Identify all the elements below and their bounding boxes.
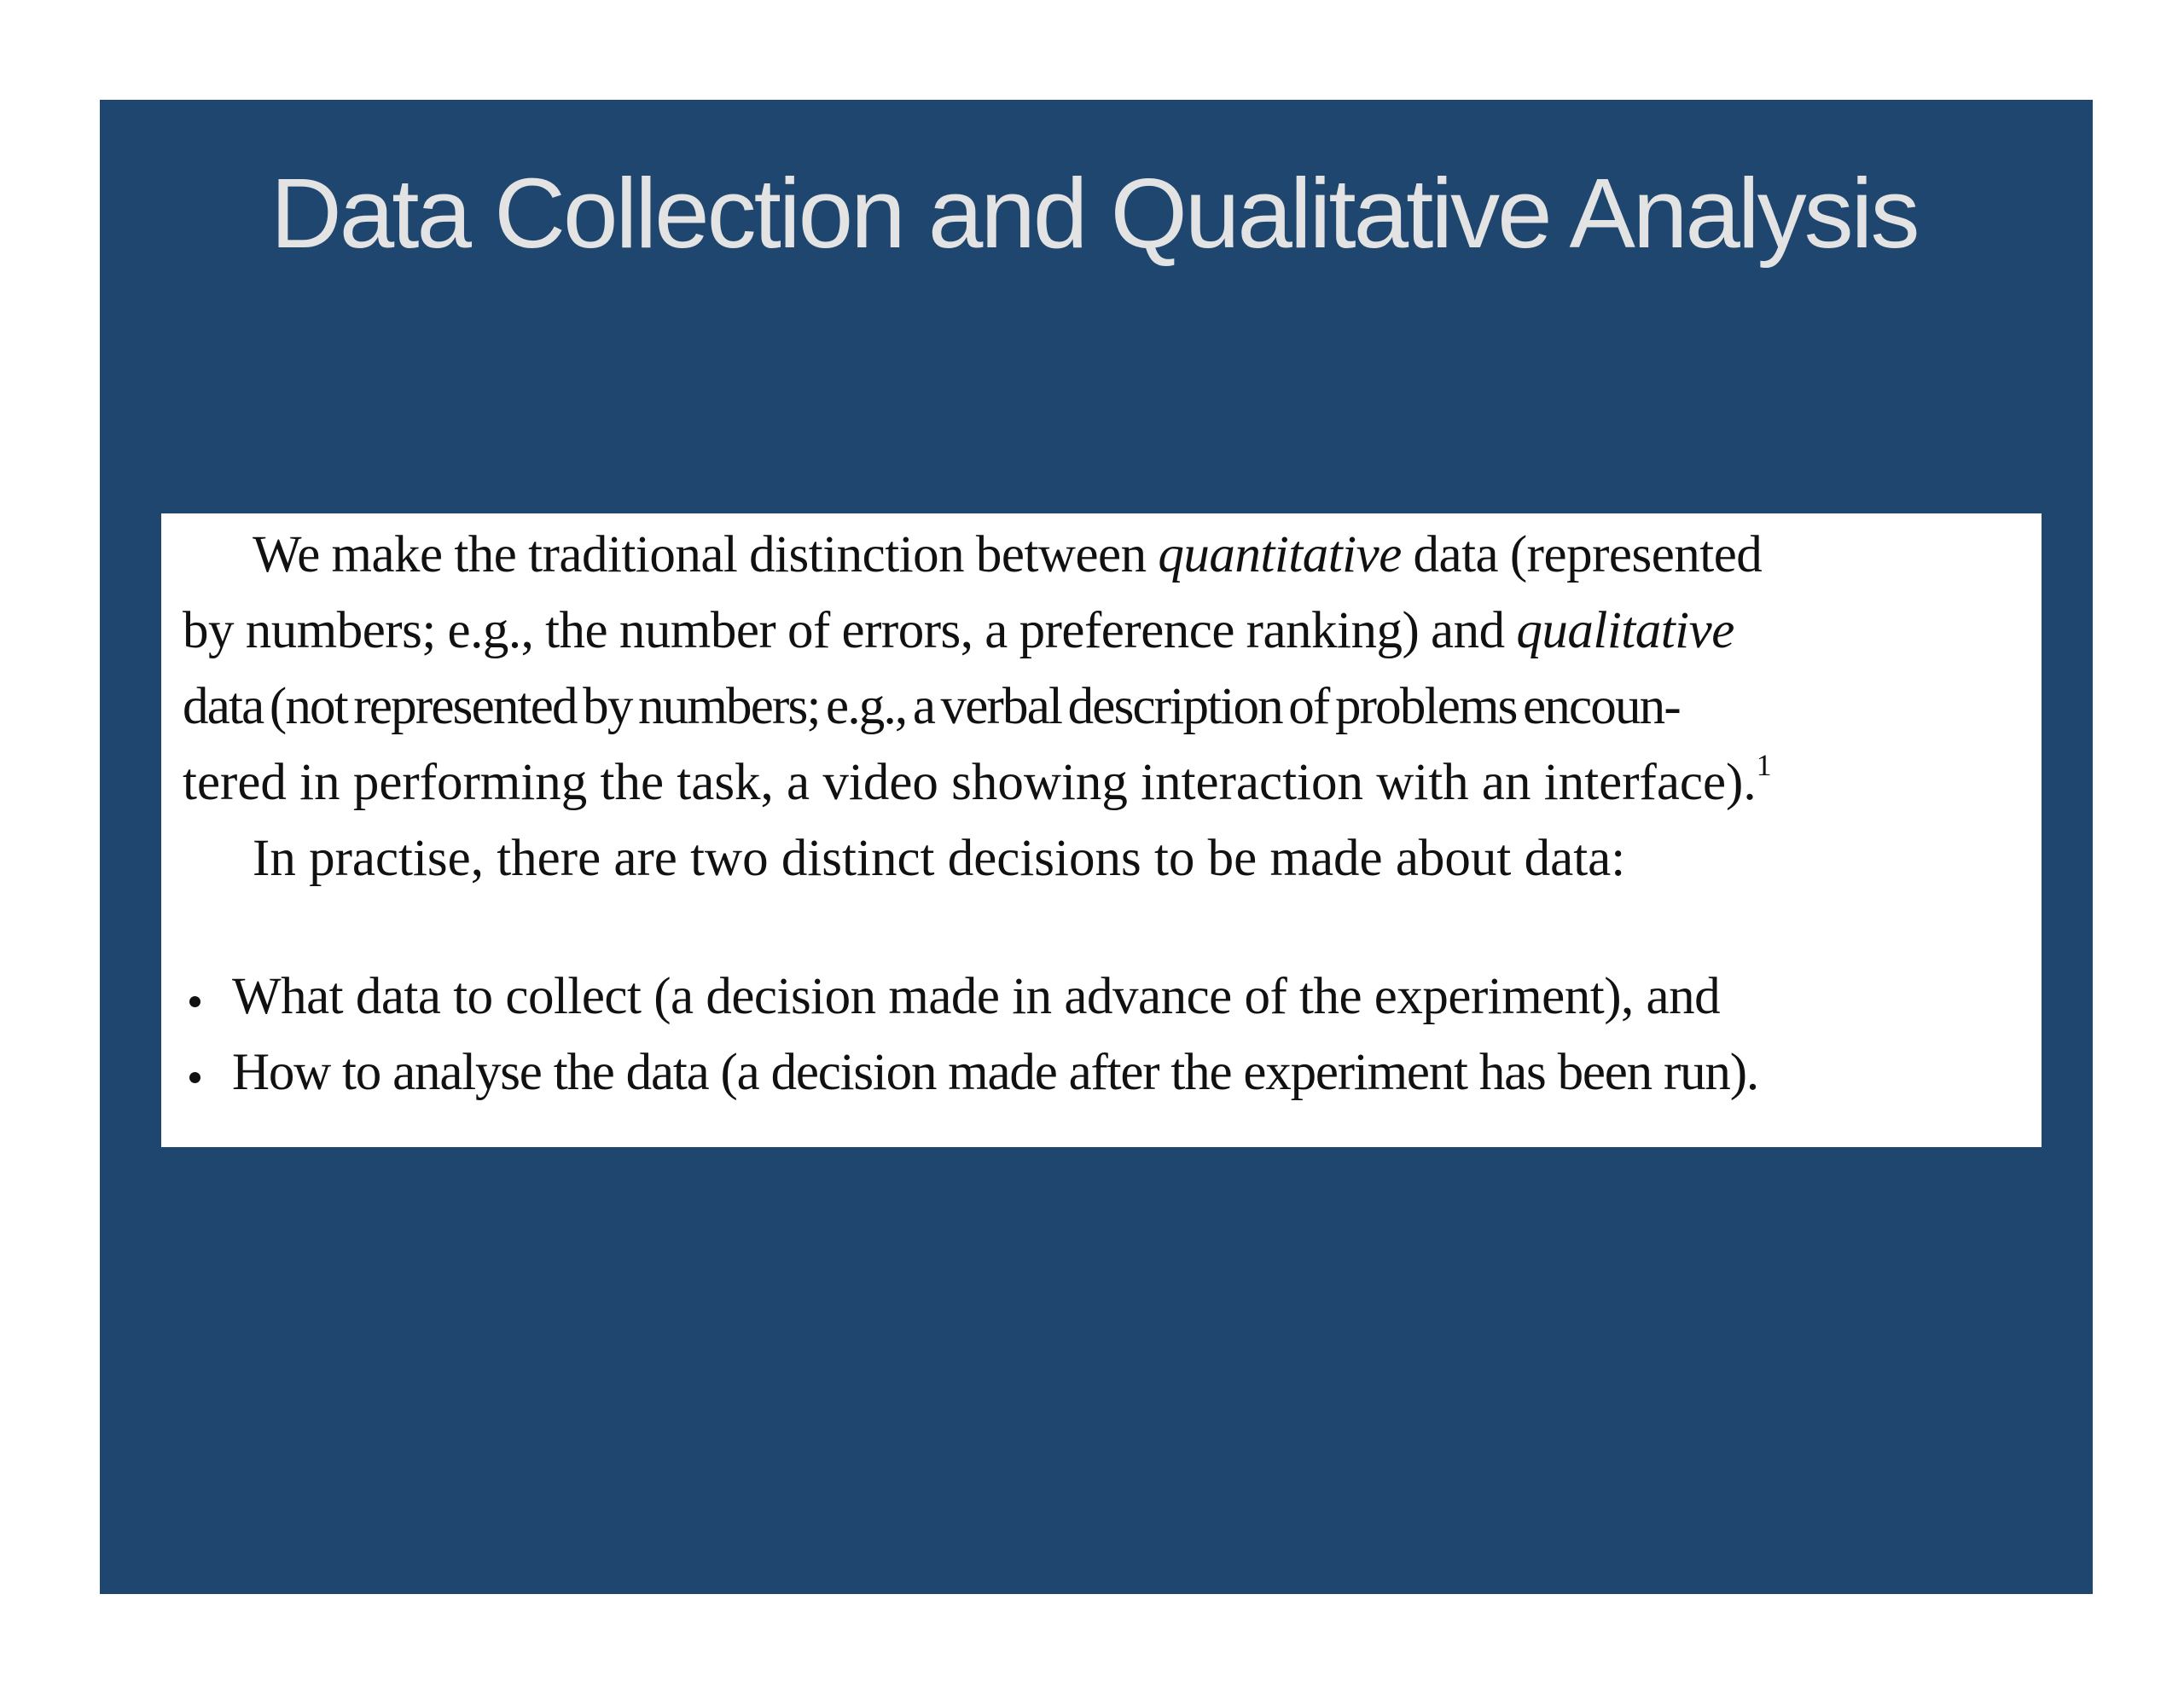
paragraph-continuation <box>183 669 1985 745</box>
term-quantitative: quantitative <box>1158 526 1402 583</box>
paragraph-text: data (not represented by numbers; e.g., a verbal description of problems encoun- <box>183 678 1680 735</box>
slide-title: Data Collection and Qualitative Analysis <box>270 158 1918 269</box>
list-item-text: How to analyse the data (a decision made after the experiment has been run). <box>232 1044 1758 1101</box>
paragraph-text: data (represented <box>1401 526 1763 583</box>
decision-list <box>183 959 1985 1110</box>
term-qualitative: qualitative <box>1516 602 1734 659</box>
paragraph-text: tered in performing the task, a video showing interaction with an interface). <box>183 754 1757 811</box>
paragraph-data-distinction <box>183 517 1985 669</box>
paragraph-text: We make the traditional distinction between <box>253 526 1159 583</box>
paragraph-text: by numbers; e.g., the number of errors, a preference ranking) and <box>183 602 1517 659</box>
bullet-icon <box>189 996 200 1007</box>
slide <box>100 100 2093 1594</box>
paragraph-continuation <box>183 745 1985 820</box>
list-item-text: What data to collect (a decision made in advance of the experiment), and <box>232 968 1721 1025</box>
text-excerpt <box>161 513 2042 1147</box>
paragraph-decisions: In practise, there are two distinct decisions to be made about data: <box>253 830 1626 887</box>
footnote-marker: 1 <box>1756 748 1772 782</box>
bullet-icon <box>189 1072 200 1083</box>
list-item <box>183 959 1985 1035</box>
list-item <box>183 1035 1985 1110</box>
